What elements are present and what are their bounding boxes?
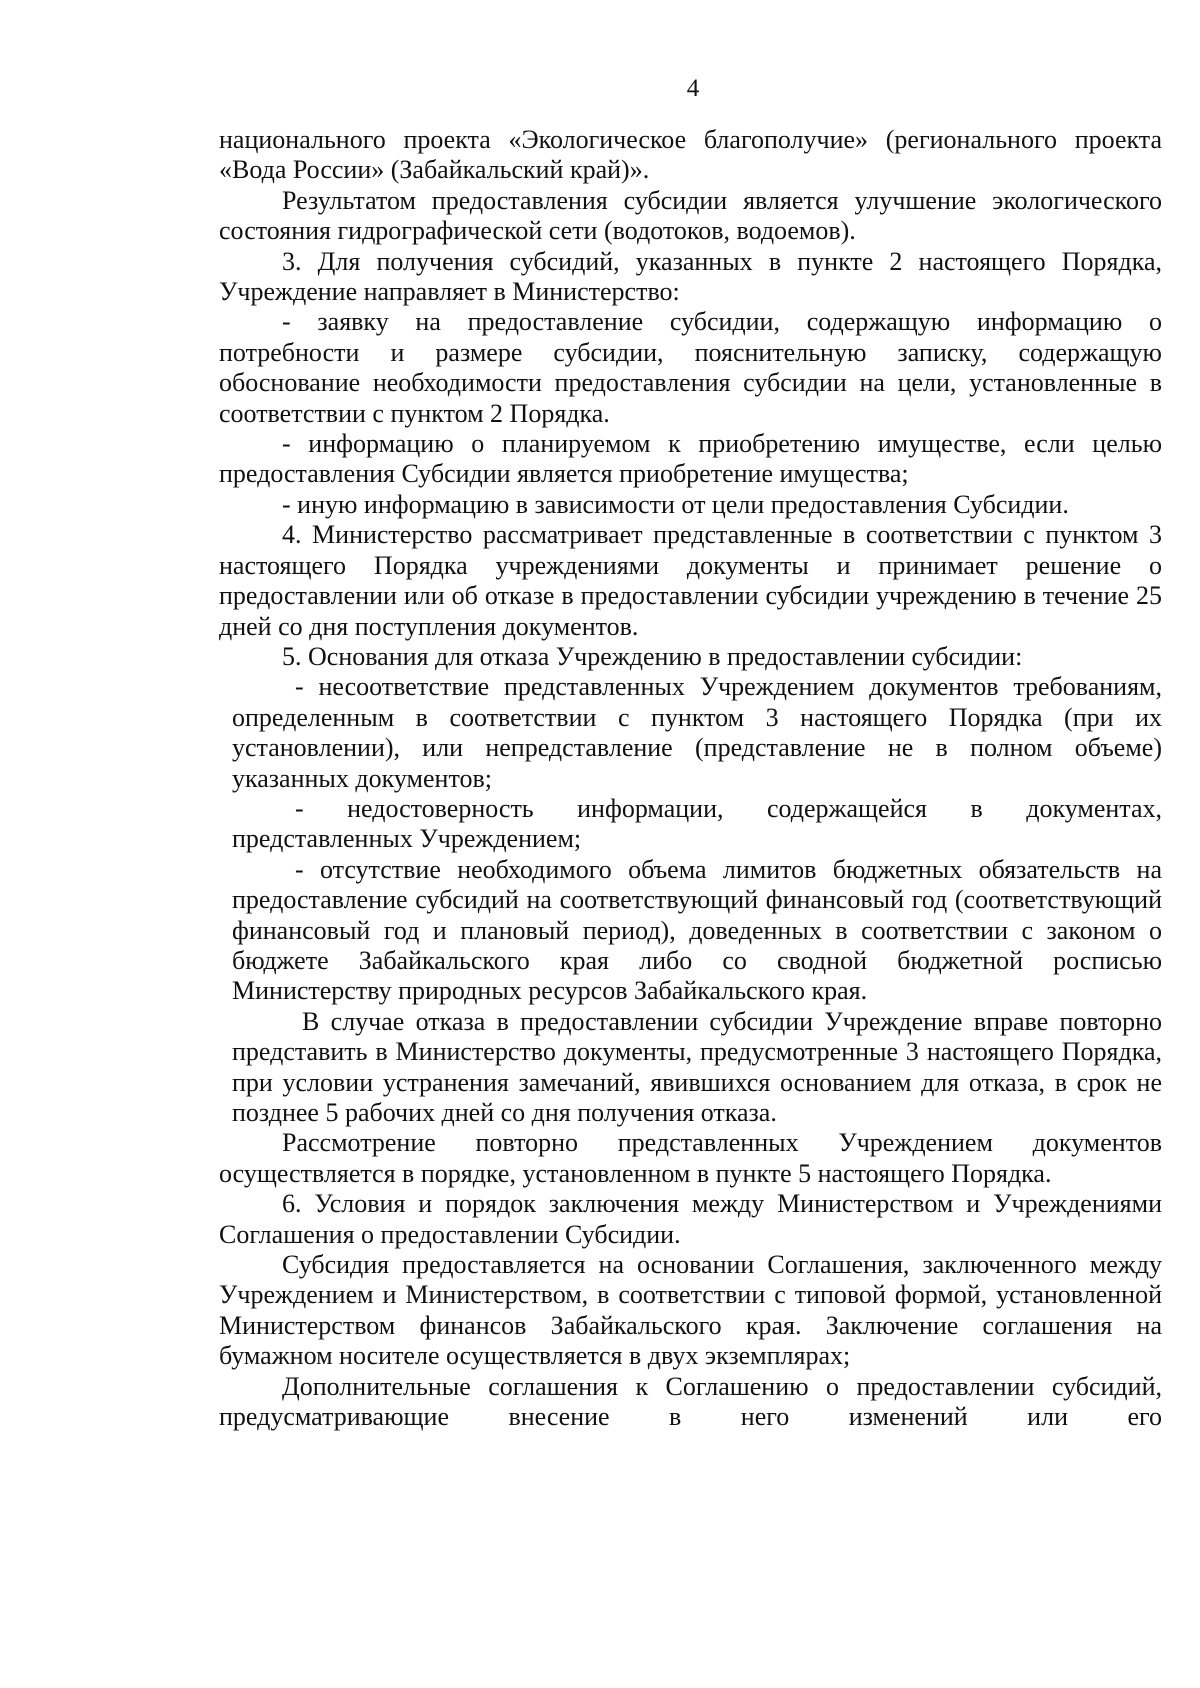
paragraph-subsidy-result: Результатом предоставления субсидии является улучшение экологического состояния гидрографической сети (водотоков, водоемов).	[219, 185, 1162, 246]
paragraph-item-3-property-info: - информацию о планируемом к приобретению имуществе, если целью предоставления Субсидии является приобретение имущества;	[219, 429, 1162, 489]
paragraph-item-5: 5. Основания для отказа Учреждению в предоставлении субсидии:	[282, 641, 1023, 671]
paragraph-item-3-application: - заявку на предоставление субсидии, содержащую информацию о потребности и размере субсидии, пояснительную записку, содержащую обоснование необходимости предоставления субсидии на цели, установленные в соответствии с пунктом 2 Порядка.	[219, 307, 1162, 428]
paragraph-item-5-no-limits: - отсутствие необходимого объема лимитов бюджетных обязательств на предоставление субсидий на соответствующий финансовый год (соответствующий финансовый год и плановый период), доведенных в соответствии с законом о бюджете Забайкальского края либо со сводной бюджетной росписью Министерству природных ресурсов Забайкальского края.	[232, 854, 1162, 1006]
paragraph-item-4: 4. Министерство рассматривает представленные в соответствии с пунктом 3 настоящего Порядка учреждениями документы и принимает решение о предоставлении или об отказе в предоставлении субсидии учреждению в течение 25 дней со дня поступления документов.	[219, 520, 1162, 641]
paragraph-item-6: 6. Условия и порядок заключения между Министерством и Учреждениями Соглашения о предоставлении Субсидии.	[219, 1189, 1162, 1249]
paragraph-project-continuation: национального проекта «Экологическое благополучие» (регионального проекта «Вода России» (Забайкальский край)».	[219, 125, 1162, 185]
paragraph-item-5-unreliable: - недостоверность информации, содержащейся в документах, представленных Учреждением;	[232, 793, 1162, 854]
paragraph-item-3-other-info: - иную информацию в зависимости от цели предоставления Субсидии.	[282, 489, 1069, 519]
paragraph-agreement-basis: Субсидия предоставляется на основании Соглашения, заключенного между Учреждением и Министерством, в соответствии с типовой формой, установленной Министерством финансов Забайкальского края. Заключение соглашения на бумажном носителе осуществляется в двух экземплярах;	[219, 1250, 1162, 1371]
page-number: 4	[686, 75, 700, 102]
document-body	[219, 125, 1162, 1432]
paragraph-item-3: 3. Для получения субсидий, указанных в пункте 2 настоящего Порядка, Учреждение направляет в Министерство:	[219, 246, 1162, 307]
paragraph-item-5-mismatch: - несоответствие представленных Учреждением документов требованиям, определенным в соответствии с пунктом 3 настоящего Порядка (при их установлении), или непредставление (представление не в полном объеме) указанных документов;	[232, 672, 1162, 793]
paragraph-additional-agreements: Дополнительные соглашения к Соглашению о предоставлении субсидий, предусматривающие внесение в него изменений или его	[219, 1371, 1162, 1432]
paragraph-refusal-resubmission: В случае отказа в предоставлении субсидии Учреждение вправе повторно представить в Министерство документы, предусмотренные 3 настоящего Порядка, при условии устранения замечаний, явившихся основанием для отказа, в срок не позднее 5 рабочих дней со дня получения отказа.	[232, 1006, 1162, 1127]
paragraph-resubmission-review: Рассмотрение повторно представленных Учреждением документов осуществляется в порядке, установленном в пункте 5 настоящего Порядка.	[219, 1128, 1162, 1188]
